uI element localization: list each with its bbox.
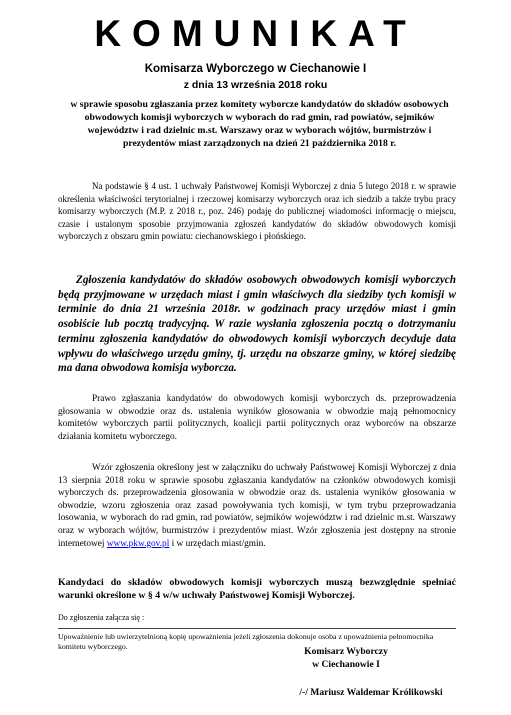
signature-name: /-/ Mariusz Waldemar Królikowski bbox=[299, 687, 443, 698]
subject-paragraph: w sprawie sposobu zgłaszania przez komitety wyborcze kandydatów do składów osobowych obwodowych komisji wyborczych w wyborach do rad gmin, rad powiatów, sejmików województw i rad dzielnic m.st. Warszawy oraz w wyborach wójtów, burmistrzów i prezydentów miast zarządzonych na dzień 21 października 2018 r. bbox=[70, 99, 449, 149]
signature-title bbox=[266, 645, 426, 671]
attachment-note: Do zgłoszenia załącza się : bbox=[58, 613, 145, 622]
form-template-paragraph bbox=[58, 462, 456, 550]
divider-line bbox=[58, 628, 456, 629]
legal-basis-paragraph: Na podstawie § 4 ust. 1 uchwały Państwowej Komisji Wyborczej z dnia 5 lutego 2018 r. w sprawie określenia właściwości terytorialnej i rzeczowej komisarzy wyborczych oraz ich siedzib a także trybu pracy komisarzy wyborczych (M.P. z 2018 r., poz. 246) podaję do publicznej wiadomości informację o miejscu, czasie i ustalonym sposobie przyjmowania zgłoszeń kandydatów do składów obwodowych komisji wyborczych z obszaru gmin powiatu: ciechanowskiego i płońskiego. bbox=[58, 181, 456, 242]
issuer-line: Komisarza Wyborczego w Ciechanowie I bbox=[144, 63, 367, 75]
date-line: z dnia 13 września 2018 roku bbox=[183, 79, 328, 91]
requirements-paragraph: Kandydaci do składów obwodowych komisji wyborczych muszą bezwzględnie spełniać warunki określone w § 4 w/w uchwały Państwowej Komisji Wyborczej. bbox=[58, 577, 456, 602]
submission-deadline-paragraph: Zgłoszenia kandydatów do składów osobowych obwodowych komisji wyborczych będą przyjmowane w urzędach miast i gmin właściwych dla siedziby tych komisji w terminie do dnia 21 września 2018r. w godzinach pracy urzędów miast i gmin osobiście lub pocztą tradycyjną. W razie wysłania zgłoszenia pocztą o dotrzymaniu terminu zgłoszenia kandydatów do obwodowych komisji wyborczych decyduje data wpływu do właściwego urzędu gminy, tj. urzędu na obszarze gminy, w której siedzibę ma dana obwodowa komisja wyborcza. bbox=[58, 274, 456, 375]
signature-title-line1: Komisarz Wyborczy bbox=[304, 646, 388, 657]
attachment-detail: Upoważnienie lub uwierzytelnioną kopię upoważnienia jeżeli zgłoszenia dokonuje osoba z upoważnienia pełnomocnika komitetu wyborczego. bbox=[58, 632, 434, 651]
signature-title-line2: w Ciechanowie I bbox=[312, 659, 380, 670]
pkw-website-link[interactable]: www.pkw.gov.pl bbox=[106, 538, 170, 549]
document-title: KOMUNIKAT bbox=[94, 13, 417, 54]
eligibility-paragraph: Prawo zgłaszania kandydatów do obwodowych komisji wyborczych ds. przeprowadzenia głosowania w obwodzie oraz ds. ustalenia wyników głosowania w obwodzie mają pełnomocnicy komitetów wyborczych partii politycznych, koalicji partii politycznych oraz wyborców na obszarze działania komitetu wyborczego. bbox=[58, 394, 456, 442]
form-template-text-end: i w urzędach miast/gmin. bbox=[169, 538, 266, 549]
form-template-text: Wzór zgłoszenia określony jest w załączniku do uchwały Państwowej Komisji Wyborczej z dnia 13 sierpnia 2018 roku w sprawie sposobu zgłaszania kandydatów na członków obwodowych komisji wyborczych ds. przeprowadzenia głosowania w obwodzie oraz ds. ustalenia wyników głosowania w obwodzie, wzoru zgłoszenia oraz zasad powoływania tych komisji, w tym trybu przeprowadzania losowania, w wyborach do rad gmin, rad powiatów, sejmików województw i rad dzielnic m.st. Warszawy oraz w wyborach wójtów, burmistrzów i prezydentów miast. Wzór zgłoszenia jest dostępny na stronie internetowej bbox=[58, 463, 456, 549]
